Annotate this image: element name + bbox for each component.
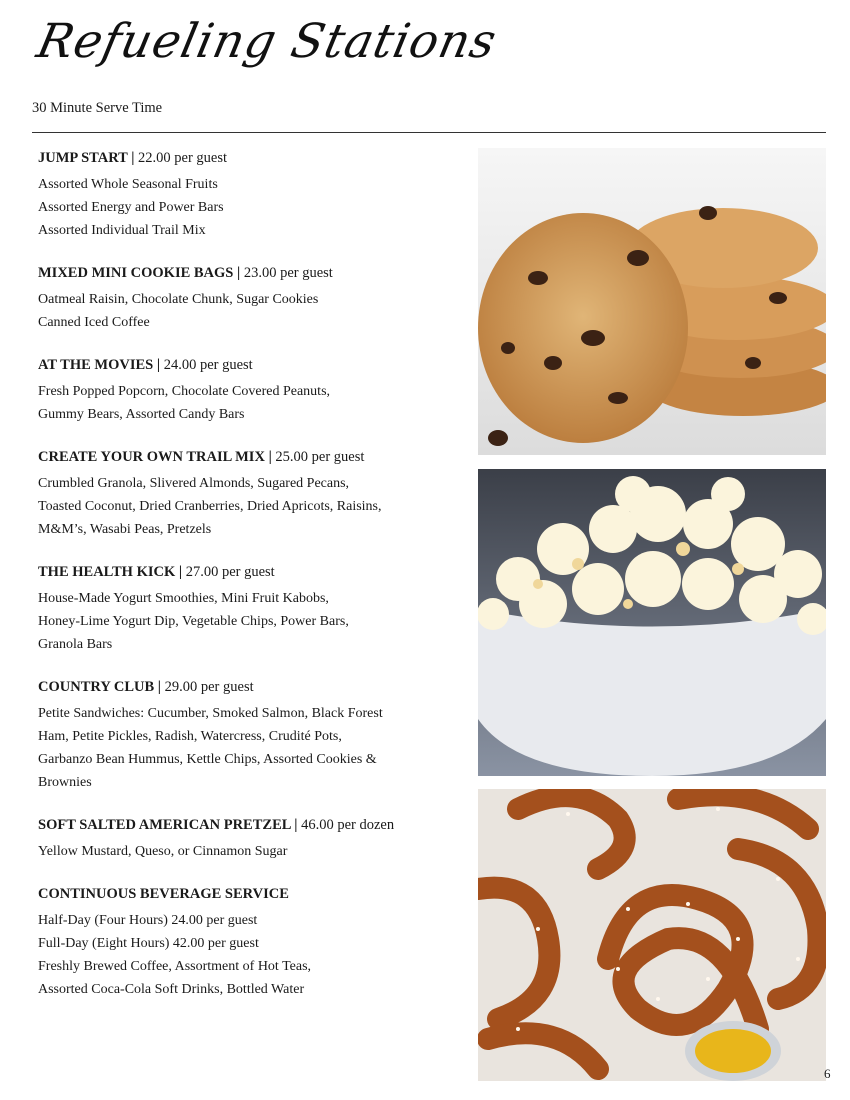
item-line: Assorted Whole Seasonal Fruits bbox=[38, 177, 218, 192]
item-line: Ham, Petite Pickles, Radish, Watercress, Crudité Pots, bbox=[38, 729, 342, 744]
item-line: Oatmeal Raisin, Chocolate Chunk, Sugar Cookies bbox=[38, 292, 319, 307]
price-separator: | bbox=[264, 449, 276, 465]
menu-section bbox=[38, 886, 463, 1001]
item-line: Petite Sandwiches: Cucumber, Smoked Salmon, Black Forest bbox=[38, 706, 383, 721]
section-price: 29.00 per guest bbox=[164, 679, 254, 695]
section-heading bbox=[38, 679, 463, 696]
section-price: 23.00 per guest bbox=[243, 265, 333, 281]
section-heading bbox=[38, 817, 463, 834]
popcorn-photo bbox=[478, 469, 826, 776]
cookies-photo bbox=[478, 148, 826, 455]
section-heading bbox=[38, 265, 463, 282]
item-line: Gummy Bears, Assorted Candy Bars bbox=[38, 407, 245, 422]
item-line: House-Made Yogurt Smoothies, Mini Fruit Kabobs, bbox=[38, 591, 329, 606]
price-separator: | bbox=[233, 265, 244, 281]
item-line: Assorted Energy and Power Bars bbox=[38, 200, 224, 215]
item-line: Granola Bars bbox=[38, 637, 113, 652]
divider bbox=[32, 132, 826, 133]
item-line: Half-Day (Four Hours) 24.00 per guest bbox=[38, 913, 258, 928]
section-name: AT THE MOVIES bbox=[38, 357, 154, 373]
section-name: CONTINUOUS BEVERAGE SERVICE bbox=[38, 886, 289, 902]
item-line: Assorted Individual Trail Mix bbox=[38, 223, 206, 238]
item-line: M&M’s, Wasabi Peas, Pretzels bbox=[38, 522, 212, 537]
section-price: 25.00 per guest bbox=[275, 449, 365, 465]
item-line: Honey-Lime Yogurt Dip, Vegetable Chips, Power Bars, bbox=[38, 614, 349, 629]
section-heading bbox=[38, 357, 463, 374]
section-name: COUNTRY CLUB bbox=[38, 679, 155, 695]
menu-section bbox=[38, 679, 463, 794]
page-number: 6 bbox=[824, 1066, 831, 1081]
price-separator: | bbox=[154, 679, 165, 695]
item-line: Canned Iced Coffee bbox=[38, 315, 150, 330]
section-price: 46.00 per dozen bbox=[301, 817, 395, 833]
item-line: Crumbled Granola, Slivered Almonds, Sugared Pecans, bbox=[38, 476, 350, 491]
price-separator: | bbox=[175, 564, 186, 580]
menu-section bbox=[38, 564, 463, 656]
section-heading bbox=[38, 886, 463, 903]
item-line: Full-Day (Eight Hours) 42.00 per guest bbox=[38, 936, 259, 951]
item-line: Assorted Coca-Cola Soft Drinks, Bottled Water bbox=[38, 982, 305, 997]
section-price: 27.00 per guest bbox=[185, 564, 275, 580]
section-price: 22.00 per guest bbox=[138, 150, 228, 166]
section-price: 24.00 per guest bbox=[163, 357, 253, 373]
page-title: Refueling Stations bbox=[32, 14, 502, 69]
item-line: Brownies bbox=[38, 775, 92, 790]
menu-section bbox=[38, 357, 463, 426]
item-line: Fresh Popped Popcorn, Chocolate Covered Peanuts, bbox=[38, 384, 331, 399]
section-name: THE HEALTH KICK bbox=[38, 564, 176, 580]
item-line: Freshly Brewed Coffee, Assortment of Hot Teas, bbox=[38, 959, 312, 974]
pretzels-photo bbox=[478, 789, 826, 1081]
menu-section bbox=[38, 817, 463, 863]
menu-section bbox=[38, 150, 463, 242]
menu-section bbox=[38, 265, 463, 334]
menu-section bbox=[38, 449, 463, 541]
section-name: SOFT SALTED AMERICAN PRETZEL bbox=[38, 817, 291, 833]
item-line: Yellow Mustard, Queso, or Cinnamon Sugar bbox=[38, 844, 288, 859]
price-separator: | bbox=[290, 817, 302, 833]
item-line: Toasted Coconut, Dried Cranberries, Dried Apricots, Raisins, bbox=[38, 499, 382, 514]
menu-list bbox=[38, 150, 463, 1024]
price-separator: | bbox=[153, 357, 164, 373]
price-separator: | bbox=[127, 150, 139, 166]
section-name: MIXED MINI COOKIE BAGS bbox=[38, 265, 234, 281]
section-name: JUMP START bbox=[38, 150, 128, 166]
section-heading bbox=[38, 150, 463, 167]
item-line: Garbanzo Bean Hummus, Kettle Chips, Assorted Cookies & bbox=[38, 752, 377, 767]
section-heading bbox=[38, 564, 463, 581]
serve-time-note: 30 Minute Serve Time bbox=[32, 100, 163, 116]
section-name: CREATE YOUR OWN TRAIL MIX bbox=[38, 449, 265, 465]
section-heading bbox=[38, 449, 463, 466]
